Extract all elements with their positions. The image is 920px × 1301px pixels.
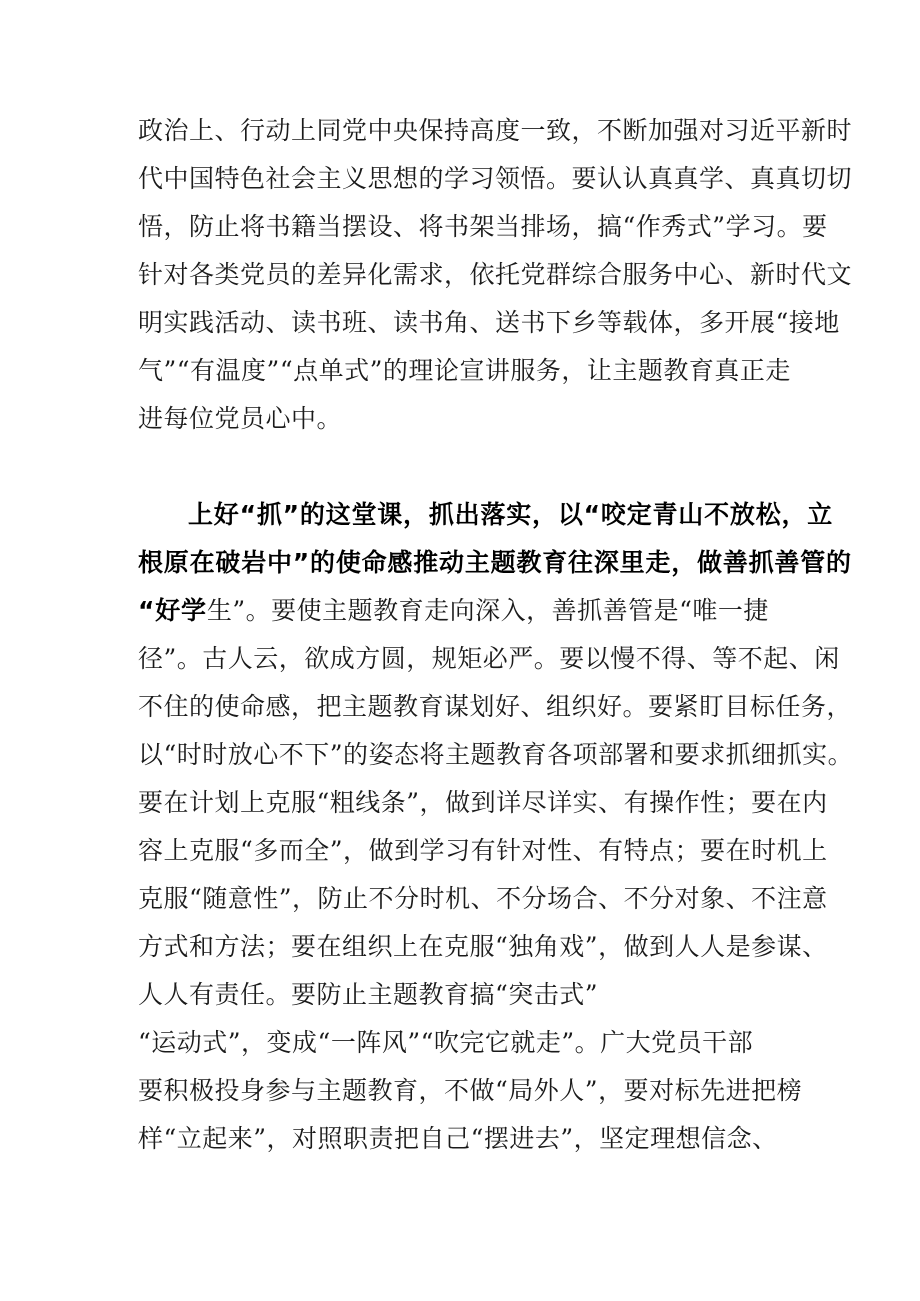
paragraph2-line-14: 样“立起来”，对照职责把自己“摆进去”，坚定理想信念、 [138,1124,778,1153]
paragraph2-line-9: 克服“随意性”，防止不分时机、不分场合、不分对象、不注意 [138,884,828,913]
paragraph2-line-4: 径”。古人云，欲成方圆，规矩必严。要以慢不得、等不起、闲 [138,644,840,673]
paragraph2-line-5: 不住的使命感，把主题教育谋划好、组织好。要紧盯目标任务， [138,692,853,721]
paragraph1-line-2: 代中国特色社会主义思想的学习领悟。要认认真真学、真真切切 [138,164,853,193]
paragraph2-line-7: 要在计划上克服“粗线条”，做到详尽详实、有操作性；要在内 [138,788,828,817]
paragraph2-line-3-bold: “好学 [138,596,207,625]
paragraph2-bold-line-2: 根原在破岩中”的使命感推动主题教育往深里走，做善抓善管的 [138,548,852,577]
paragraph2-line-3-rest: 生”。要使主题教育走向深入，善抓善管是“唯一捷 [206,596,769,625]
paragraph2-line-6: 以“时时放心不下”的姿态将主题教育各项部署和要求抓细抓实。 [138,740,854,769]
paragraph1-line-5: 明实践活动、读书班、读书角、送书下乡等载体，多开展“接地 [138,308,840,337]
paragraph1-line-7: 进每位党员心中。 [138,404,343,433]
paragraph2-line-3 [138,596,769,626]
paragraph2-line-13: 要积极投身参与主题教育，不做“局外人”，要对标先进把榜 [138,1076,803,1105]
paragraph2-line-11: 人人有责任。要防止主题教育搞“突击式” [138,980,599,1009]
paragraph1-line-1: 政治上、行动上同党中央保持高度一致，不断加强对习近平新时 [138,116,853,145]
paragraph2-line-10: 方式和方法；要在组织上在克服“独角戏”，做到人人是参谋、 [138,932,828,961]
paragraph2-bold-line-1: 上好“抓”的这堂课，抓出落实，以“咬定青山不放松，立 [188,500,834,529]
paragraph2-line-8: 容上克服“多而全”，做到学习有针对性、有特点；要在时机上 [138,836,828,865]
paragraph1-line-3: 悟，防止将书籍当摆设、将书架当排场，搞“作秀式”学习。要 [138,212,828,241]
paragraph2-line-12: “运动式”，变成“一阵风”“吹完它就走”。广大党员干部 [138,1028,754,1057]
paragraph1-line-4: 针对各类党员的差异化需求，依托党群综合服务中心、新时代文 [138,260,853,289]
paragraph1-line-6: 气”“有温度”“点单式”的理论宣讲服务，让主题教育真正走 [138,356,791,385]
